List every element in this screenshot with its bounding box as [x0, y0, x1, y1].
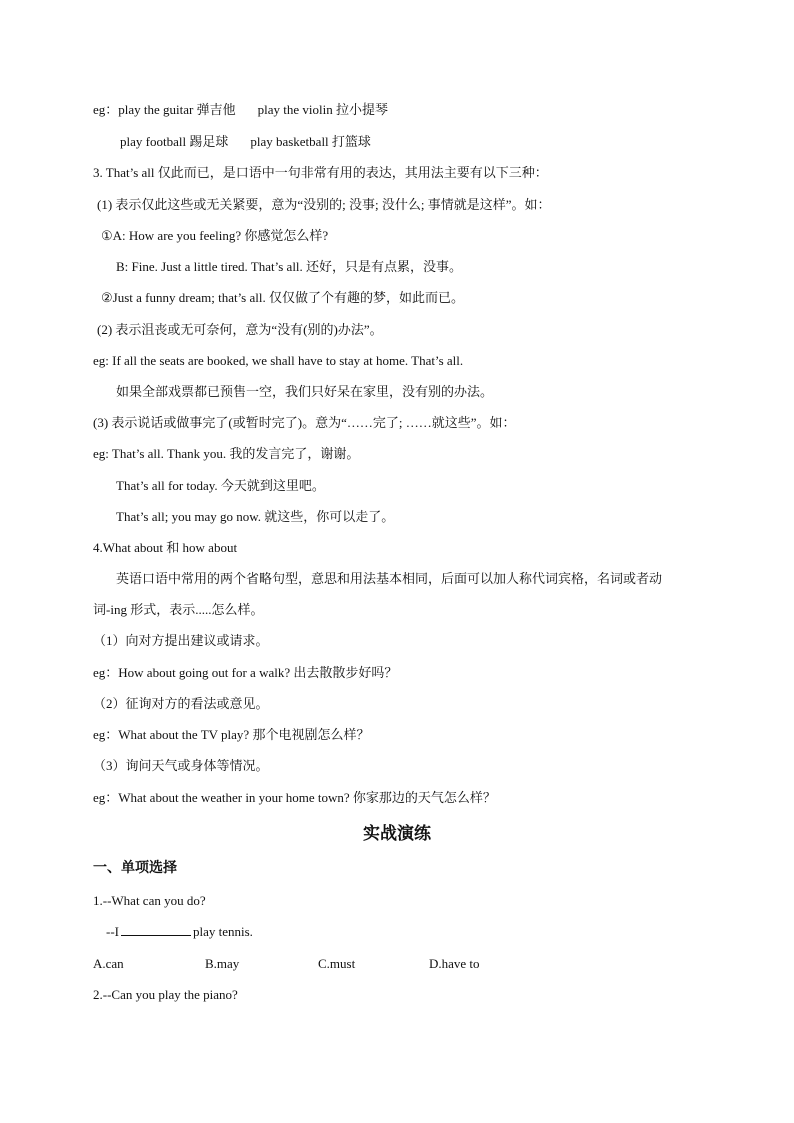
- example-2: [101, 289, 464, 307]
- item-4-usage-1: （1）向对方提出建议或请求。: [93, 633, 269, 648]
- section-heading-single-choice: 一、单项选择: [93, 861, 177, 876]
- item-3-usage-1: (1) 表示仅此这些或无关紧要，意为“没别的; 没事; 没什么; 事情就是这样”。如：: [97, 197, 551, 212]
- item-3-usage-3: (3) 表示说话或做事完了(或暂时完了)。意为“……完了; ……就这些”。如：: [93, 415, 516, 430]
- example-usage-3-b: That’s all for today. 今天就到这里吧。: [116, 478, 325, 493]
- circled-number-1: ①: [101, 228, 113, 243]
- item-4-paragraph-line-1: 英语口语中常用的两个省略句型，意思和用法基本相同，后面可以加人称代词宾格，名词或者动: [116, 571, 663, 586]
- question-1-option-b[interactable]: B.may: [205, 956, 240, 971]
- practice-title: 实战演练: [363, 824, 431, 843]
- item-3-heading: 3. That’s all 仅此而已，是口语中一句非常有用的表达，其用法主要有以下三种：: [93, 165, 548, 180]
- item-4-heading: 4.What about 和 how about: [93, 540, 238, 555]
- example-usage-3-c: That’s all; you may go now. 就这些，你可以走了。: [116, 509, 395, 524]
- example-1-answer: B: Fine. Just a little tired. That’s all. 还好，只是有点累，没事。: [116, 259, 463, 274]
- question-1-option-d[interactable]: D.have to: [429, 956, 480, 971]
- item-4-usage-3: （3）询问天气或身体等情况。: [93, 758, 269, 773]
- example-line-sports: [120, 133, 371, 151]
- example-usage-2-cn: 如果全部戏票都已预售一空，我们只好呆在家里，没有别的办法。: [116, 384, 494, 399]
- example-basketball: play basketball 打篮球: [250, 134, 371, 149]
- example-line-instruments: [93, 101, 388, 119]
- answer-blank[interactable]: [121, 923, 191, 936]
- question-1-response-end: play tennis.: [193, 924, 253, 939]
- item-4-paragraph-line-2: 词-ing 形式，表示.....怎么样。: [93, 602, 264, 617]
- question-1-stem: 1.--What can you do?: [93, 893, 206, 908]
- example-2-text: Just a funny dream; that’s all. 仅仅做了个有趣的梦，如此而已。: [112, 290, 464, 305]
- example-usage-2-en: eg: If all the seats are booked, we shall have to stay at home. That’s all.: [93, 353, 464, 368]
- example-4-3: eg：What about the weather in your home town? 你家那边的天气怎么样？: [93, 790, 496, 805]
- question-1-response: [106, 923, 253, 941]
- example-violin: play the violin 拉小提琴: [257, 102, 388, 117]
- question-1-option-a[interactable]: A.can: [93, 956, 124, 971]
- item-3-usage-2: (2) 表示沮丧或无可奈何，意为“没有(别的)办法”。: [97, 322, 383, 337]
- example-4-1: eg：How about going out for a walk? 出去散散步好吗？: [93, 665, 398, 680]
- example-guitar: eg：play the guitar 弹吉他: [93, 102, 236, 117]
- question-1-option-c[interactable]: C.must: [318, 956, 356, 971]
- example-1-question: [101, 227, 328, 245]
- example-1-question-text: A: How are you feeling? 你感觉怎么样?: [112, 228, 329, 243]
- example-4-2: eg：What about the TV play? 那个电视剧怎么样？: [93, 727, 370, 742]
- circled-number-2: ②: [101, 290, 113, 305]
- example-football: play football 踢足球: [120, 134, 229, 149]
- example-usage-3-a: eg: That’s all. Thank you. 我的发言完了，谢谢。: [93, 446, 360, 461]
- question-1-response-start: --I: [106, 924, 119, 939]
- item-4-usage-2: （2）征询对方的看法或意见。: [93, 696, 269, 711]
- question-2-stem: 2.--Can you play the piano?: [93, 987, 238, 1002]
